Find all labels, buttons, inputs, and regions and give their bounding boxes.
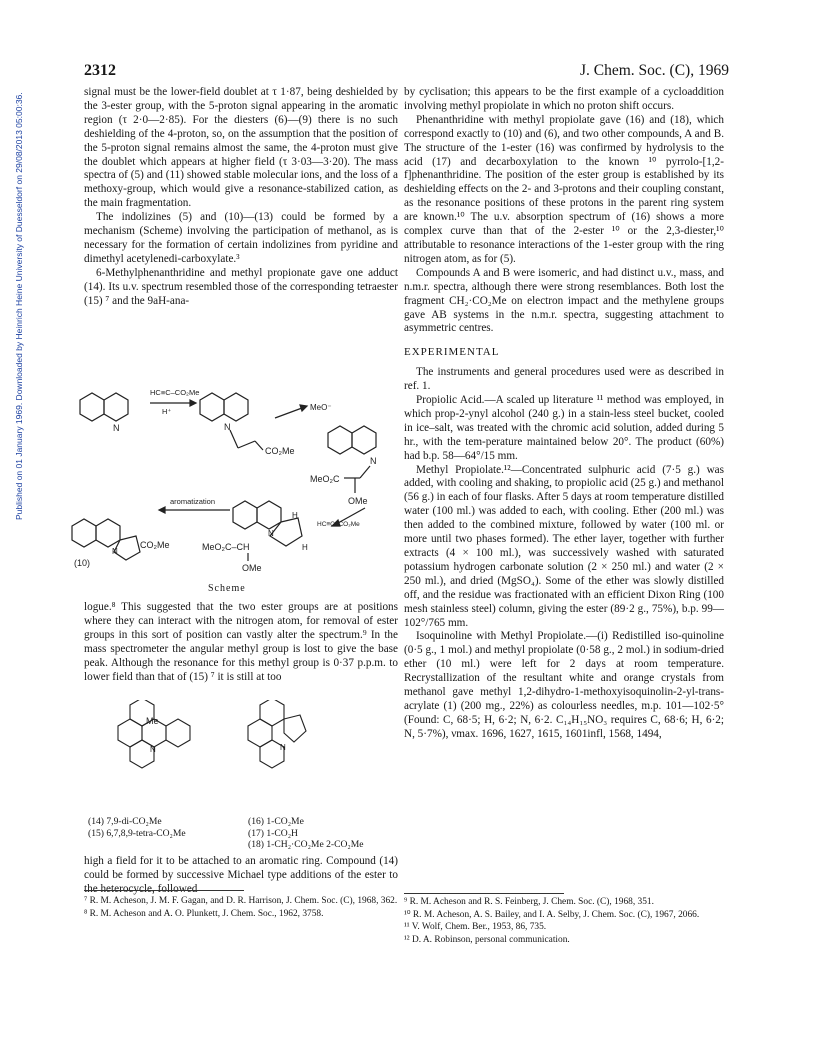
svg-text:N: N bbox=[224, 422, 231, 432]
paragraph: signal must be the lower-field doublet at τ 1·87, being deshielded by the 3-ester group, with the 5-proton signal appearing in the aromatic region (τ 2·0—2·85). For the diesters (6)—(9) there is no such deshielding of the 4-proton, so, on the assumption that the position of the 5-proton signal remains almost the same, the 4-proton must give the doublet which appears at higher field (τ 3·03—3·20). The mass spectra of (5) and (11) showed stable molecular ions, and the loss of a methoxy-group, which would give a resonance-stabilized cation, as the main fragmentation. bbox=[84, 86, 398, 210]
paragraph: logue.⁸ This suggested that the two ester groups are at positions where they can interact with the nitrogen atom, for removal of ester groups in this sort of position can vastly alter the spectrum.⁹ In the mass spectrometer the angular methyl group is lost to give the base peak. Although the resonance for this methyl group is 0·37 p.p.m. to lower field than that of (15) ⁷ it is still at too bbox=[84, 601, 398, 683]
svg-text:OMe: OMe bbox=[242, 563, 262, 573]
left-column-middle bbox=[84, 601, 398, 684]
adduct-structure bbox=[310, 426, 377, 506]
svg-text:MeO₂C–CH: MeO₂C–CH bbox=[202, 542, 250, 552]
footnote: ¹¹ V. Wolf, Chem. Ber., 1953, 86, 735. bbox=[404, 922, 547, 933]
svg-text:CO₂Me: CO₂Me bbox=[265, 446, 295, 456]
paragraph: Propiolic Acid.—A scaled up literature ¹¹ method was employed, in which prop-2-ynyl alcohol (240 g.) in a stain-less steel bucket, cooled in ice–salt, was treated with the chromic acid solution, added during 5 hr., with the tem-perature maintained below 20°. The product (60%) had b.p. 58—64°/15 mm. bbox=[404, 394, 724, 462]
right-column bbox=[404, 86, 724, 742]
reagent-label: H⁺ bbox=[162, 407, 172, 416]
footnote: ⁹ R. M. Acheson and R. S. Feinberg, J. Chem. Soc. (C), 1968, 351. bbox=[404, 897, 654, 907]
svg-text:N: N bbox=[150, 745, 156, 754]
journal-title: J. Chem. Soc. (C), 1969 bbox=[580, 62, 729, 79]
paragraph: The instruments and general procedures used were as described in ref. 1. bbox=[404, 366, 724, 393]
svg-text:MeO₂C: MeO₂C bbox=[310, 474, 340, 484]
footnote: ¹² D. A. Robinson, personal communication. bbox=[404, 934, 570, 945]
cycloadduct-structure bbox=[202, 501, 308, 573]
paragraph: high a field for it to be attached to an aromatic ring. Compound (14) could be formed by successive Michael type additions of the ester to the heterocycle, followed bbox=[84, 855, 398, 895]
compound-list-right bbox=[248, 816, 364, 851]
reagent-label: HC≡C–CO₂Me bbox=[150, 388, 200, 397]
paragraph: Compounds A and B were isomeric, and had distinct u.v., mass, and n.m.r. spectra, although there were strong resemblances. Both lost the fragment CH₂·CO₂Me on electron impact and the methylene groups gave AB systems in the n.m.r. spectra, suggesting attachment to asymmetric centres. bbox=[404, 266, 724, 335]
footnote: ⁸ R. M. Acheson and A. O. Plunkett, J. Chem. Soc., 1962, 3758. bbox=[84, 908, 324, 919]
svg-text:N: N bbox=[370, 456, 377, 466]
svg-text:N: N bbox=[280, 743, 286, 752]
compound-label: (17) 1-CO₂H bbox=[248, 827, 298, 839]
compound-label: (16) 1-CO₂Me bbox=[248, 816, 304, 827]
compound-structures bbox=[90, 700, 350, 810]
svg-text:N: N bbox=[113, 423, 120, 433]
footnote-rule bbox=[404, 893, 564, 894]
indolizine-10-structure bbox=[72, 519, 170, 568]
svg-text:CO₂Me: CO₂Me bbox=[140, 540, 170, 550]
paragraph: The indolizines (5) and (10)—(13) could be formed by a mechanism (Scheme) involving the participation of methanol, as is necessary for the formation of certain indolizines from pyridine and dimethyl acetylenedi-carboxylate.³ bbox=[84, 211, 398, 265]
reaction-scheme bbox=[70, 378, 400, 578]
compound-label: (18) 1-CH₂·CO₂Me 2-CO₂Me bbox=[248, 839, 364, 850]
svg-text:N: N bbox=[112, 547, 118, 556]
svg-text:Me: Me bbox=[146, 716, 159, 726]
compound-label: (15) 6,7,8,9-tetra-CO₂Me bbox=[88, 827, 186, 839]
svg-text:OMe: OMe bbox=[348, 496, 368, 506]
download-watermark[interactable]: Published on 01 January 1969. Downloaded by Heinrich Heine University of Duesseldorf on 29/08/2013 05:00:36. bbox=[14, 92, 24, 520]
isoquinoline-structure bbox=[80, 393, 128, 433]
page-number: 2312 bbox=[84, 62, 116, 79]
compound-list-left bbox=[88, 816, 186, 839]
footnotes-right bbox=[404, 897, 724, 947]
footnote: ¹⁰ R. M. Acheson, A. S. Bailey, and I. A. Selby, J. Chem. Soc. (C), 1967, 2066. bbox=[404, 909, 700, 920]
svg-text:(10): (10) bbox=[74, 558, 91, 568]
footnote: ⁷ R. M. Acheson, J. M. F. Gagan, and D. R. Harrison, J. Chem. Soc. (C), 1968, 362. bbox=[84, 896, 398, 906]
isoquinolinium-structure bbox=[200, 393, 295, 456]
paragraph: Phenanthridine with methyl propiolate gave (16) and (18), which correspond exactly to (10) and (6), and two other compounds, A and B. The structure of the 1-ester (16) was confirmed by hydrolysis to the acid (17) and decarboxylation to the known ¹⁰ pyrrolo-[1,2-f]phenanthridine. The position of the ester group is established by its deshielding effects on the 2- and 3-protons and their coupling constant, as the resonance positions of these protons in the parent ring system are known.¹⁰ The u.v. absorption spectrum of (16) shows a more complex curve than that of the 2-ester ¹⁰ or the 2,3-diester,¹⁰ attributable to resonance interactions of the 1-ester group with the ring nitrogen atom, as for (5). bbox=[404, 113, 724, 265]
svg-text:aromatization: aromatization bbox=[170, 497, 216, 506]
structure-16-18 bbox=[248, 700, 306, 768]
paragraph: Isoquinoline with Methyl Propiolate.—(i) Redistilled iso-quinoline (0·5 g., 1 mol.) and methyl propiolate (0·58 g., 2 mol.) in sodium-dried ether (10 ml.) were left for 2 days at room temperature. Recrystallization of the resultant white and orange crystals from methanol gave methyl 1,2-dihydro-1-methoxyisoquinolin-2-yl-trans-acrylate (1) (200 mg., 22%) as colourless needles, m.p. 101—102·5° (Found: C, 68·5; H, 6·2; N, 6·2. C₁₄H₁₅NO₃ requires C, 68·6; H, 6·2; N, 5·7%), νmax. 1696, 1627, 1615, 1601infl, 1568, 1494, bbox=[404, 630, 724, 740]
structure-14-15 bbox=[118, 700, 190, 768]
paragraph: by cyclisation; this appears to be the first example of a cycloaddition involving methyl propiolate in which no proton shift occurs. bbox=[404, 86, 724, 112]
footnotes-left bbox=[84, 896, 398, 921]
svg-text:N: N bbox=[268, 529, 274, 538]
paragraph: 6-Methylphenanthridine and methyl propionate gave one adduct (14). Its u.v. spectrum resembled those of the corresponding tetraester (15) ⁷ and the 9aH-ana- bbox=[84, 266, 398, 307]
paragraph: Methyl Propiolate.¹²—Concentrated sulphuric acid (7·5 g.) was added, with cooling and shaking, to propiolic acid (25 g.) and methanol (56 g.) in each of four flasks. After 5 days at room temperature distilled water (100 ml.) was added to each, with cooling. Ether (200 ml.) was then added to the combined mixture, followed by water (100 ml. or more until two phases formed). The ether layer, together with further extracts (4 × 100 ml.), was successively washed with saturated potassium hydrogen carbonate solution (2 × 250 ml.) and water (2 × 250 ml.), and dried (MgSO₄). Some of the ether was slowly distilled off, and the residue was fractionated with an efficient Dixon Ring (100 mesh stainless steel) column, giving the ester (89·2 g., 75%), b.p. 99—102°/765 mm. bbox=[404, 463, 725, 629]
section-heading: EXPERIMENTAL bbox=[404, 346, 500, 359]
svg-text:HC≡C–CO₂Me: HC≡C–CO₂Me bbox=[317, 521, 360, 528]
footnote-rule bbox=[84, 890, 244, 891]
scheme-caption: Scheme bbox=[208, 583, 246, 594]
left-column-top bbox=[84, 86, 398, 309]
svg-text:H: H bbox=[302, 543, 308, 552]
svg-text:MeO⁻: MeO⁻ bbox=[310, 403, 332, 412]
svg-text:H: H bbox=[292, 511, 298, 520]
compound-label: (14) 7,9-di-CO₂Me bbox=[88, 816, 162, 827]
